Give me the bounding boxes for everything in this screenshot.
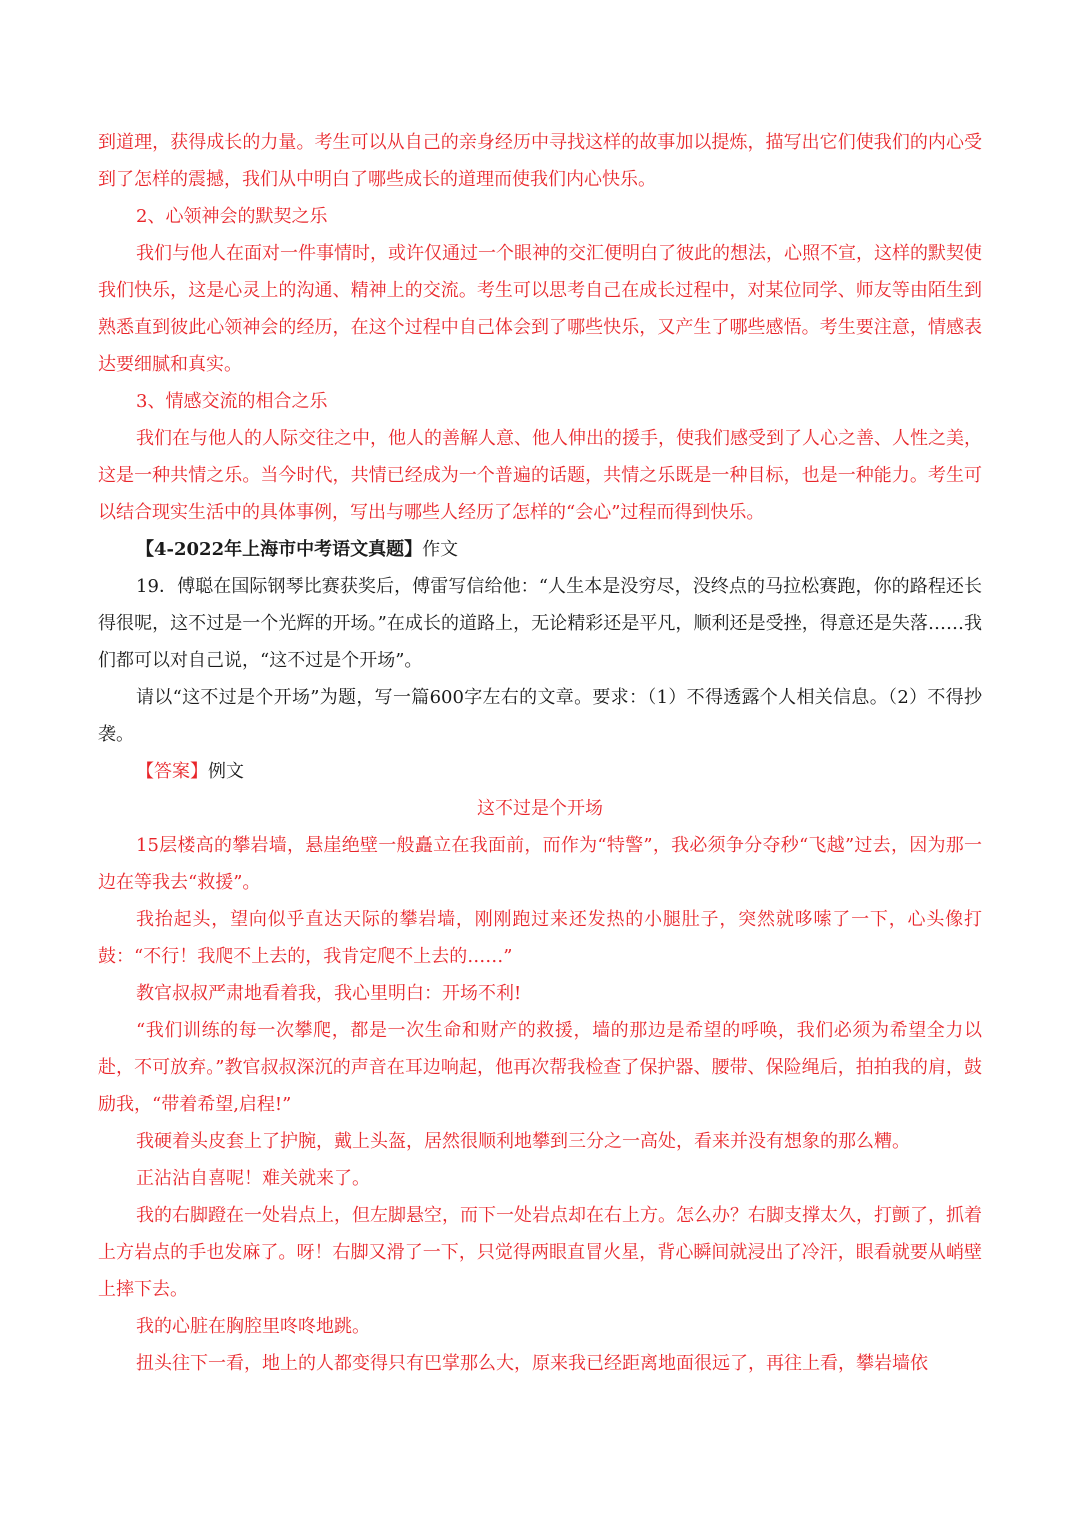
essay-paragraph-8: 我的心脏在胸腔里咚咚地跳。 <box>136 1316 370 1337</box>
question-type: 作文 <box>422 539 459 560</box>
paragraph-1: 到道理，获得成长的力量。考生可以从自己的亲身经历中寻找这样的故事加以提炼，描写出它们使我们的内心受到了怎样的震撼，我们从中明白了哪些成长的道理而使我们内心快乐。 <box>98 132 982 190</box>
essay-paragraph-6: 正沾沾自喜呢！难关就来了。 <box>136 1168 370 1189</box>
answer-label: 【答案】 <box>136 761 208 782</box>
essay-paragraph-7: 我的右脚蹬在一处岩点上，但左脚悬空，而下一处岩点却在右上方。怎么办？右脚支撑太久，打颤了，抓着上方岩点的手也发麻了。呀！右脚又滑了一下，只觉得两眼直冒火星，背心瞬间就浸出了冷汗，眼看就要从峭壁上摔下去。 <box>98 1205 982 1300</box>
essay-paragraph-5: 我硬着头皮套上了护腕，戴上头盔，居然很顺利地攀到三分之一高处，看来并没有想象的那么糟。 <box>136 1131 910 1152</box>
essay-paragraph-9: 扭头往下一看，地上的人都变得只有巴掌那么大，原来我已经距离地面很远了，再往上看，攀岩墙依 <box>136 1353 928 1374</box>
essay-title: 这不过是个开场 <box>477 798 603 819</box>
essay-paragraph-3: 教官叔叔严肃地看着我，我心里明白：开场不利! <box>136 983 522 1004</box>
answer-type: 例文 <box>208 761 244 782</box>
question-source-line <box>98 531 982 568</box>
section-heading-3: 3、情感交流的相合之乐 <box>136 391 328 412</box>
paragraph-3: 我们在与他人的人际交往之中，他人的善解人意、他人伸出的援手，使我们感受到了人心之善、人性之美，这是一种共情之乐。当今时代，共情已经成为一个普遍的话题，共情之乐既是一种目标，也是一种能力。考生可以结合现实生活中的具体事例，写出与哪些人经历了怎样的“会心”过程而得到快乐。 <box>98 428 982 523</box>
essay-paragraph-2: 我抬起头，望向似乎直达天际的攀岩墙，刚刚跑过来还发热的小腿肚子，突然就哆嗦了一下，心头像打鼓：“不行！我爬不上去的，我肯定爬不上去的……” <box>98 909 982 967</box>
document-page <box>98 124 982 1382</box>
essay-paragraph-4: “我们训练的每一次攀爬，都是一次生命和财产的救援，墙的那边是希望的呼唤，我们必须为希望全力以赴，不可放弃。”教官叔叔深沉的声音在耳边响起，他再次帮我检查了保护器、腰带、保险绳后，拍拍我的肩，鼓励我，“带着希望,启程!” <box>98 1020 982 1115</box>
question-19-prompt: 19．傅聪在国际钢琴比赛获奖后，傅雷写信给他：“人生本是没穷尽，没终点的马拉松赛跑，你的路程还长得很呢，这不过是一个光辉的开场。”在成长的道路上，无论精彩还是平凡，顺利还是受挫，得意还是失落……我们都可以对自己说，“这不过是个开场”。 <box>98 576 982 671</box>
question-source-label: 【4-2022年上海市中考语文真题】 <box>136 539 423 560</box>
section-heading-2: 2、心领神会的默契之乐 <box>136 206 328 227</box>
paragraph-2: 我们与他人在面对一件事情时，或许仅通过一个眼神的交汇便明白了彼此的想法，心照不宣，这样的默契使我们快乐，这是心灵上的沟通、精神上的交流。考生可以思考自己在成长过程中，对某位同学、师友等由陌生到熟悉直到彼此心领神会的经历，在这个过程中自己体会到了哪些快乐，又产生了哪些感悟。考生要注意，情感表达要细腻和真实。 <box>98 243 982 375</box>
answer-line <box>98 753 982 790</box>
question-19-requirement: 请以“这不过是个开场”为题，写一篇600字左右的文章。要求：（1）不得透露个人相关信息。（2）不得抄袭。 <box>98 687 982 745</box>
essay-paragraph-1: 15层楼高的攀岩墙，悬崖绝壁一般矗立在我面前，而作为“特警”，我必须争分夺秒“飞越”过去，因为那一边在等我去“救援”。 <box>98 835 982 893</box>
